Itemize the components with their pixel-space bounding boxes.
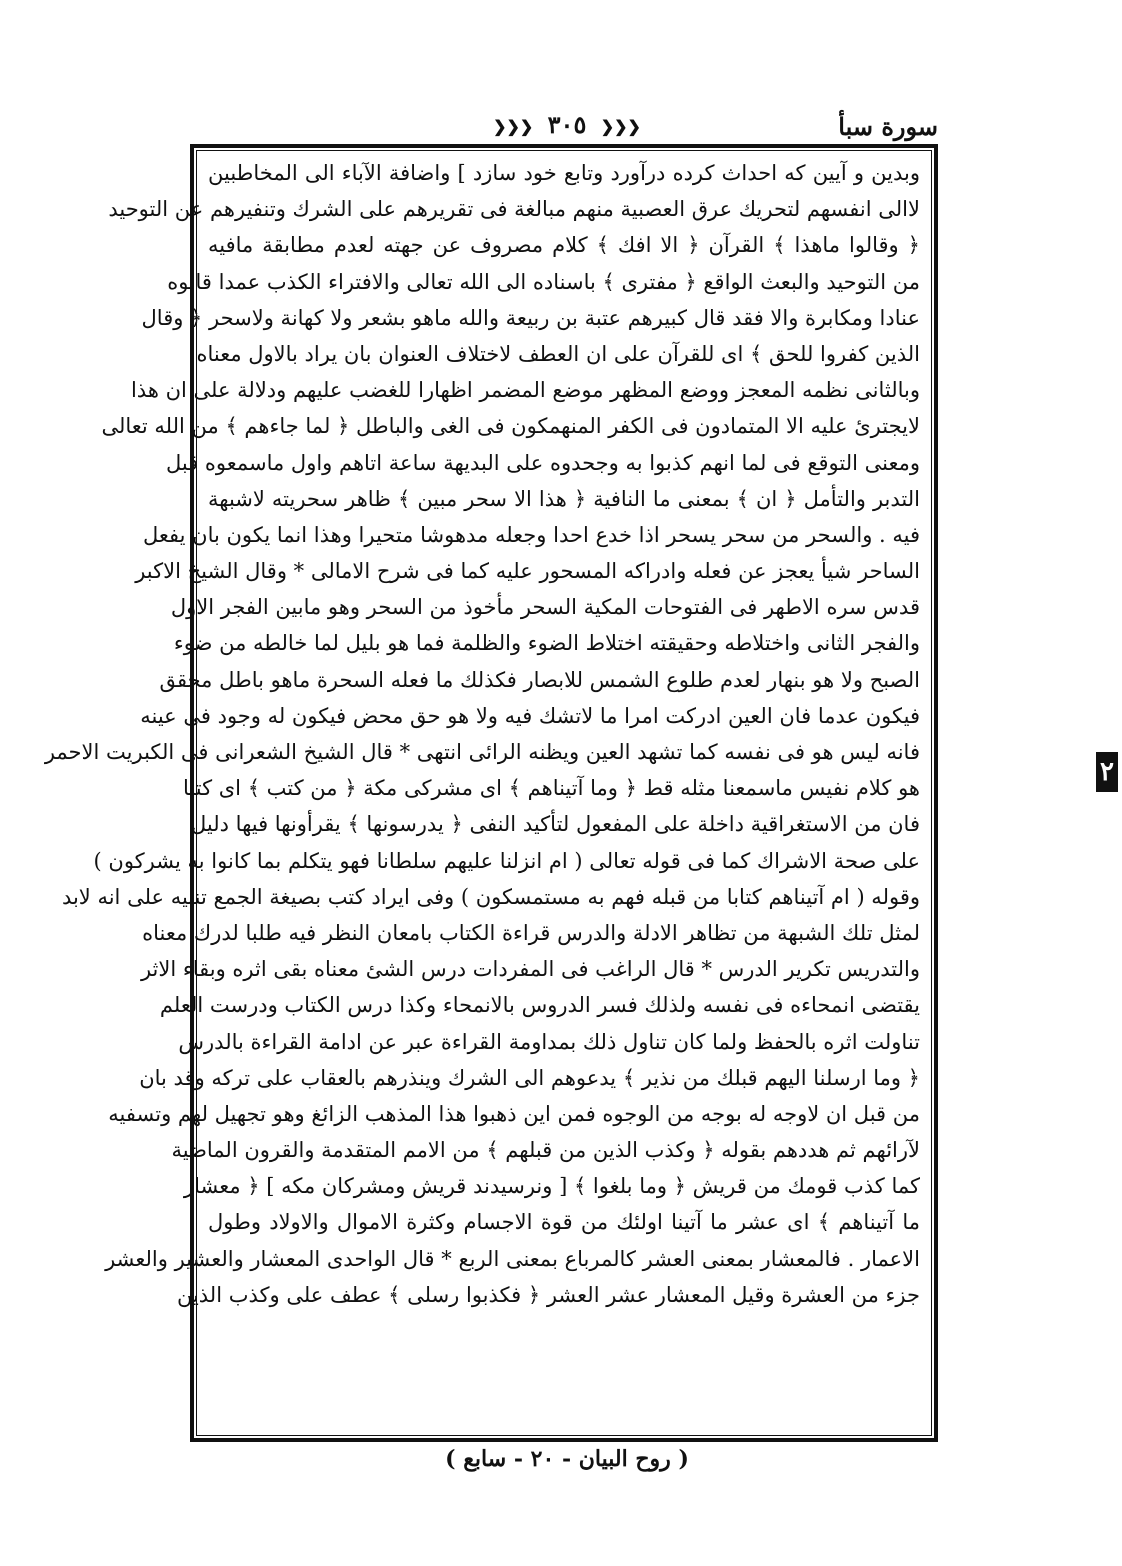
text-line: والتدريس تكرير الدرس * قال الراغب فى المفردات درس الشئ معناه بقى اثره وبقاء الاثر: [140, 957, 920, 982]
text-line: الاعمار . فالمعشار بمعنى العشر كالمرباع بمعنى الربع * قال الواحدى المعشار والعشير والعشر: [105, 1246, 920, 1271]
text-line: التدبر والتأمل ﴿ ان ﴾ بمعنى ما النافية ﴿ هذا الا سحر مبين ﴾ ظاهر سحريته لاشبهة: [208, 486, 920, 511]
text-line: لايجترئ عليه الا المتمادون فى الكفر المنهمكون فى الغى والباطل ﴿ لما جاءهم ﴾ من الله تعالى: [101, 414, 920, 439]
text-line: وبالثانى نظمه المعجز ووضع المظهر موضع المضمر اظهارا للغضب عليهم ودلالة على ان هذا: [130, 378, 920, 403]
text-line: من قبل ان لاوجه له بوجه من الوجوه فمن اين ذهبوا هذا المذهب الزائغ وهو تجهيل لهم وتسفيه: [108, 1101, 920, 1126]
text-line: هو كلام نفيس ماسمعنا مثله قط ﴿ وما آتيناهم ﴾ اى مشركى مكة ﴿ من كتب ﴾ اى كتبا: [183, 776, 920, 801]
text-line: فان من الاستغراقية داخلة على المفعول لتأكيد النفى ﴿ يدرسونها ﴾ يقرأونها فيها دليل: [191, 812, 920, 837]
main-text: [44, 155, 920, 1313]
text-line: لاالى انفسهم لتحريك عرق العصبية منهم مبالغة فى تقريرهم على الشرك وتنفيرهم عن التوحيد: [108, 197, 920, 222]
text-line: ﴿ وما ارسلنا اليهم قبلك من نذير ﴾ يدعوهم الى الشرك وينذرهم بالعقاب على تركه وقد بان: [139, 1065, 920, 1090]
text-line: ومعنى التوقع فى لما انهم كذبوا به وجحدوه على البديهة ساعة اتاهم واول ماسمعوه قبل: [165, 450, 920, 475]
text-line: وقوله ( ام آتيناهم كتابا من قبله فهم به مستمسكون ) وفى ايراد كتب بصيغة الجمع تنبيه على انه لابد: [61, 884, 920, 909]
text-line: من التوحيد والبعث الواقع ﴿ مفترى ﴾ باسناده الى الله تعالى والافتراء الكذب عمدا قالوه: [167, 269, 920, 294]
text-line: ما آتيناهم ﴾ اى عشر ما آتينا اولئك من قوة الاجسام وكثرة الاموال والاولاد وطول: [208, 1210, 920, 1235]
text-line: تناولت اثره بالحفظ ولما كان تناول ذلك بمداومة القراءة عبر عن ادامة القراءة بالدرس: [178, 1029, 920, 1054]
text-line: الساحر شيأ يعجز عن فعله وادراكه المسحور عليه كما فى شرح الامالى * وقال الشيخ الاكبر: [135, 559, 920, 584]
text-line: الصبح ولا هو بنهار لعدم طلوع الشمس للابصار فكذلك ما فعله السحرة ماهو باطل محقق: [159, 667, 920, 692]
text-line: وبدين و آيين كه احداث كرده درآورد وتابع خود سازد ] واضافة الآباء الى المخاطبين: [208, 161, 920, 185]
text-line: يقتضى انمحاءه فى نفسه ولذلك فسر الدروس بالانمحاء وكذا درس الكتاب ودرست العلم: [159, 993, 920, 1018]
text-line: كما كذب قومك من قريش ﴿ وما بلغوا ﴾ [ ونرسيدند قريش ومشركان مكه ] ﴿ معشار: [183, 1174, 920, 1199]
right-ornament-icon: ❮❮❮: [493, 117, 534, 136]
margin-section-marker: ٢: [1096, 752, 1118, 792]
text-line: لمثل تلك الشبهة من تظاهر الادلة والدرس قراءة الكتاب بامعان النظر فيه طلبا لدرك معناه: [142, 920, 920, 945]
text-line: والفجر الثانى واختلاطه وحقيقته اختلاط الضوء والظلمة فما هو بليل لما خالطه من ضوء: [173, 631, 920, 656]
text-line: قدس سره الاطهر فى الفتوحات المكية السحر مأخوذ من السحر وهو مابين الفجر الاول: [170, 595, 920, 620]
text-line: جزء من العشرة وقيل المعشار عشر العشر ﴿ فكذبوا رسلى ﴾ عطف على وكذب الذين: [176, 1282, 920, 1307]
page-number-value: ٣٠٥: [547, 110, 587, 139]
page-header: [196, 108, 938, 146]
surah-title: سورة سبأ: [838, 112, 938, 141]
page-number: [487, 110, 647, 139]
text-line: لآرائهم ثم هددهم بقوله ﴿ وكذب الذين من قبلهم ﴾ من الامم المتقدمة والقرون الماضية: [171, 1138, 920, 1163]
text-line: فيكون عدما فان العين ادركت امرا ما لاتشك فيه ولا هو حق محض فيكون له وجود فى عينه: [140, 703, 920, 728]
text-line: ﴿ وقالوا ماهذا ﴾ القرآن ﴿ الا افك ﴾ كلام مصروف عن جهته لعدم مطابقة مافيه: [208, 233, 920, 258]
text-line: الذين كفروا للحق ﴾ اى للقرآن على ان العطف لاختلاف العنوان بان يراد بالاول معناه: [196, 341, 920, 366]
footer-signature: ( روح البيان - ٢٠ - سابع ): [445, 1446, 689, 1472]
text-line: على صحة الاشراك كما فى قوله تعالى ( ام انزلنا عليهم سلطانا فهو يتكلم بما كانوا به يشركون ): [93, 848, 920, 873]
text-line: فانه ليس هو فى نفسه كما تشهد العين ويظنه الرائى انتهى * قال الشيخ الشعرانى فى الكبريت الاحمر: [44, 740, 920, 764]
text-line: فيه . والسحر من سحر يسحر اذا خدع احدا وجعله مدهوشا متحيرا وهذا انما يكون بان يفعل: [142, 522, 920, 547]
text-line: عنادا ومكابرة والا فقد قال كبيرهم عتبة بن ربيعة والله ماهو بشعر ولا كهانة ولاسحر ﴿ وقال: [141, 305, 920, 330]
left-ornament-icon: ❮❮❮: [600, 117, 641, 136]
